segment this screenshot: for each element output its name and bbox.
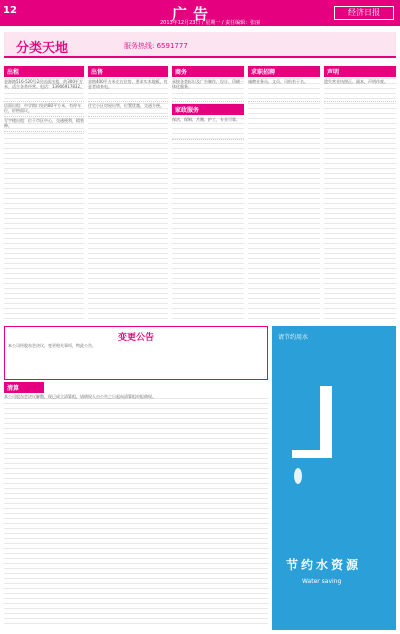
ad-column-2 (88, 64, 168, 322)
water-saving-ad (272, 326, 396, 630)
liquidation-section (4, 380, 268, 630)
page-header (0, 0, 400, 26)
section-sale: 出售 (88, 66, 168, 77)
hotline-number: 6591777 (156, 42, 188, 50)
change-notice (4, 326, 268, 380)
ad-item: 金源路516-520号2层店面出租，约300平方米，适合各类经营。电话：13906917832。 (4, 78, 84, 102)
ad-column-4 (248, 64, 320, 322)
water-english-slogan: Water saving (302, 578, 342, 585)
section-housekeeping: 家政服务 (172, 104, 244, 115)
classified-banner (4, 32, 396, 58)
ad-column-5 (324, 64, 396, 322)
section-recruitment: 求职招聘 (248, 66, 320, 77)
ad-column-1 (4, 64, 84, 322)
ad-item: 写字楼出租：位于市区中心，交通便利，精装修。 (4, 117, 84, 132)
section-rent: 出租 (4, 66, 84, 77)
ad-column-3 (172, 64, 244, 322)
water-top-text: 请节约用水 (278, 334, 309, 341)
section-statement: 声明 (324, 66, 396, 77)
ad-item: 保洁、保姆、月嫂、护工，专业可靠。 (172, 116, 244, 140)
section-title: 广告 (172, 5, 215, 23)
hotline (124, 41, 188, 51)
paper-logo: 经济日报 (334, 6, 394, 20)
notice-body: 本公司经股东会决议，变更相关事项，特此公告。 (8, 343, 96, 348)
water-chinese-slogan: 节约水资源 (286, 558, 362, 572)
liquidation-body: 本公司股东会决议解散，现已成立清算组，请债权人自公告之日起向清算组申报债权。 (4, 394, 268, 624)
hotline-label: 服务热线: (124, 42, 155, 50)
banner-title: 分类天地 (16, 41, 69, 56)
ad-item: 承接各类标识及广告制作，设计、印刷一体化服务。 (172, 78, 244, 102)
ad-item: 求购400平方米左右住房，要求实木地板，有意者请来电。 (88, 78, 168, 102)
notice-title: 变更公告 (117, 333, 154, 343)
dateline: 2013年12月23日 / 星期一 / 责任编辑：张丽 (160, 20, 261, 26)
section-liquidation: 清算 (4, 382, 44, 393)
ad-item: 住宅小区房屋出售，位置优越，交通方便。 (88, 102, 168, 117)
page-number: 12 (3, 5, 17, 16)
faucet-icon (292, 386, 372, 506)
ad-item: 诚聘业务员、文员、司机若干名。 (248, 78, 320, 102)
ad-item: 遗失营业执照正、副本，声明作废。 (324, 78, 396, 102)
ad-item: 店面出租：中学路口处约80平方米，有停车位，价格面议。 (4, 102, 84, 117)
section-business: 商务 (172, 66, 244, 77)
